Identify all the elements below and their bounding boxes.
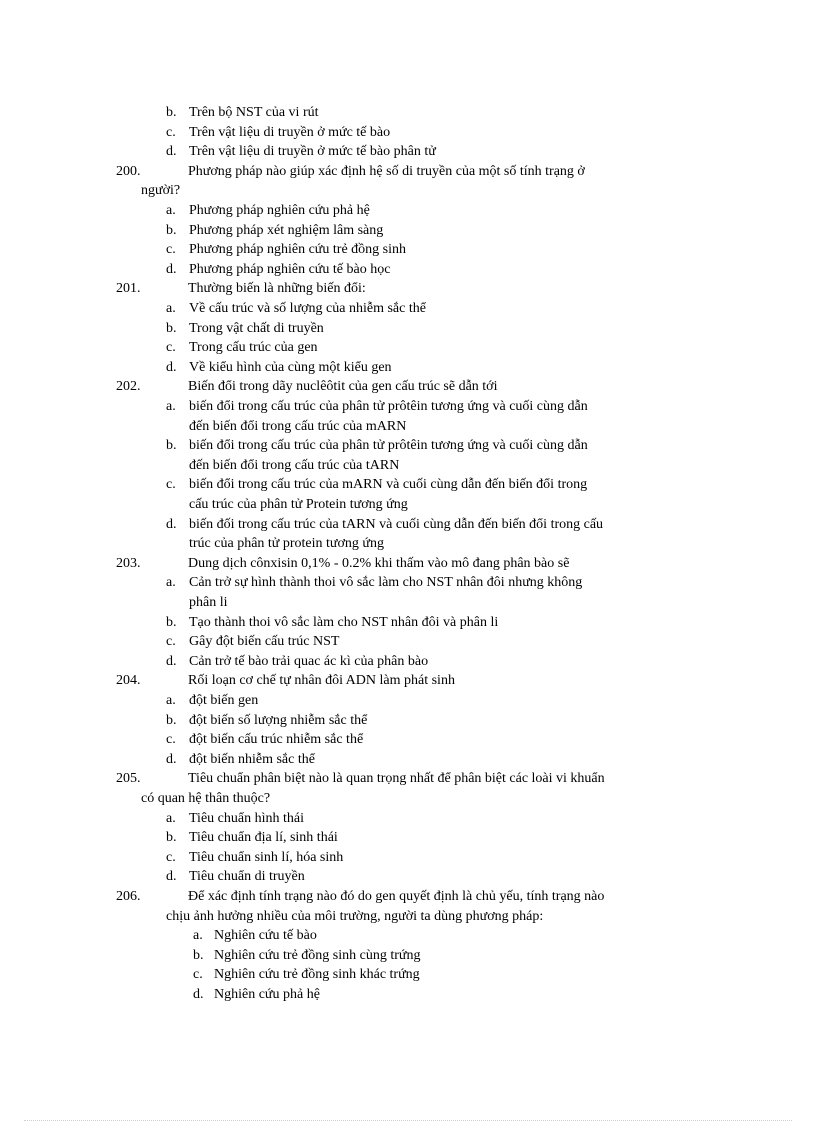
option-text: Nghiên cứu tế bào bbox=[214, 928, 317, 944]
option-text: Trên vật liệu di truyền ở mức tế bào phân tử bbox=[189, 144, 436, 160]
option-text: biến đổi trong cấu trúc của mARN và cuối cùng dẫn đến biến đổi trong bbox=[189, 477, 588, 493]
question-text-continued: có quan hệ thân thuộc? bbox=[141, 791, 271, 806]
option-text: Nghiên cứu trẻ đồng sinh cùng trứng bbox=[214, 947, 421, 963]
option-text: Nghiên cứu phả hệ bbox=[214, 987, 320, 1002]
option-text: đột biến nhiễm sắc thể bbox=[189, 751, 315, 767]
option-text: trúc của phân tử protein tương ứng bbox=[189, 536, 385, 552]
question-text: Thường biến là những biến đổi: bbox=[188, 281, 366, 297]
option-text: Trong vật chất di truyền bbox=[189, 320, 324, 336]
question-number: 205. bbox=[116, 771, 141, 787]
option-label: d. bbox=[166, 261, 177, 277]
option-label: d. bbox=[166, 144, 177, 160]
question-number: 201. bbox=[116, 281, 141, 297]
option-label: b. bbox=[166, 105, 177, 120]
page-bottom-divider bbox=[24, 1120, 792, 1121]
option-text: cấu trúc của phân tử Protein tương ứng bbox=[189, 497, 408, 512]
option-text: Nghiên cứu trẻ đồng sinh khác trứng bbox=[214, 967, 420, 983]
question-text-continued: người? bbox=[141, 183, 181, 199]
option-text: đột biến cấu trúc nhiễm sắc thể bbox=[189, 732, 364, 748]
option-label: b. bbox=[166, 438, 177, 454]
option-label: c. bbox=[166, 477, 176, 493]
option-label: d. bbox=[193, 987, 204, 1002]
option-text: Tiêu chuẩn sinh lí, hóa sinh bbox=[189, 849, 344, 865]
option-text: Về cấu trúc và số lượng của nhiễm sắc thể bbox=[189, 301, 426, 316]
option-text: Tiêu chuẩn địa lí, sinh thái bbox=[189, 830, 338, 846]
option-label: b. bbox=[166, 830, 177, 846]
option-text: đến biến đổi trong cấu trúc của mARN bbox=[189, 418, 407, 434]
option-text: biến đối trong cấu trúc của tARN và cuối cùng dẫn đến biến đổi trong cấu bbox=[189, 516, 604, 532]
option-text: Phương pháp nghiên cứu tế bào học bbox=[189, 261, 391, 277]
question-text: Phương pháp nào giúp xác định hệ số di truyền của một số tính trạng ở bbox=[188, 163, 585, 179]
question-number: 202. bbox=[116, 379, 141, 395]
option-text: Gây đột biến cấu trúc NST bbox=[189, 634, 340, 650]
option-label: a. bbox=[166, 203, 176, 218]
option-label: c. bbox=[166, 242, 176, 258]
option-text: biến đổi trong cấu trúc của phân tử prôtêin tương ứng và cuối cùng dẫn bbox=[189, 399, 588, 414]
option-text: Cản trở sự hình thành thoi vô sắc làm cho NST nhân đôi nhưng không bbox=[189, 575, 583, 591]
question-text: Tiêu chuẩn phân biệt nào là quan trọng nhất để phân biệt các loài vi khuẩn bbox=[188, 771, 605, 787]
option-text: Phương pháp nghiên cứu trẻ đồng sinh bbox=[189, 242, 406, 258]
option-text: Trên bộ NST của vi rút bbox=[189, 105, 319, 120]
option-label: a. bbox=[166, 301, 176, 316]
option-text: Trên vật liệu di truyền ở mức tế bào bbox=[189, 124, 391, 140]
question-text: Dung dịch cônxisin 0,1% - 0.2% khi thấm vào mô đang phân bào sẽ bbox=[188, 555, 570, 571]
option-label: a. bbox=[193, 928, 203, 944]
option-text: đột biến số lượng nhiễm sắc thể bbox=[189, 712, 368, 728]
option-text: Tiêu chuẩn di truyền bbox=[189, 869, 305, 885]
option-text: Về kiểu hình của cùng một kiểu gen bbox=[189, 359, 392, 375]
option-label: c. bbox=[166, 124, 176, 140]
question-number: 206. bbox=[116, 889, 141, 904]
option-text: biến đổi trong cấu trúc của phân tử prôtêin tương ứng và cuối cùng dẫn bbox=[189, 438, 588, 454]
option-label: d. bbox=[166, 869, 177, 885]
option-text: Cản trở tế bào trải quac ác kì của phân bào bbox=[189, 653, 429, 669]
option-text: Tiêu chuẩn hình thái bbox=[189, 810, 304, 826]
option-label: b. bbox=[166, 320, 177, 336]
option-text: đột biến gen bbox=[189, 693, 259, 708]
question-text-continued: chịu ảnh hưởng nhiều của môi trường, người ta dùng phương pháp: bbox=[166, 908, 544, 924]
option-label: d. bbox=[166, 751, 177, 767]
option-label: b. bbox=[193, 947, 204, 963]
option-label: d. bbox=[166, 516, 177, 532]
question-number: 204. bbox=[116, 673, 141, 689]
question-text: Rối loạn cơ chế tự nhân đôi ADN làm phát sinh bbox=[188, 673, 455, 689]
option-label: a. bbox=[166, 693, 176, 708]
question-text: Để xác định tính trạng nào đó do gen quyết định là chủ yếu, tính trạng nào bbox=[188, 889, 605, 904]
option-label: c. bbox=[166, 732, 176, 748]
option-text: Phương pháp nghiên cứu phả hệ bbox=[189, 203, 370, 218]
option-text: đến biến đổi trong cấu trúc của tARN bbox=[189, 457, 400, 473]
option-label: d. bbox=[166, 359, 177, 375]
option-label: a. bbox=[166, 575, 176, 591]
question-number: 200. bbox=[116, 163, 141, 179]
question-number: 203. bbox=[116, 555, 141, 571]
option-label: c. bbox=[166, 340, 176, 356]
option-text: phân li bbox=[189, 595, 228, 610]
option-label: c. bbox=[193, 967, 203, 983]
option-label: c. bbox=[166, 634, 176, 650]
question-text: Biến đổi trong dãy nuclêôtit của gen cấu trúc sẽ dẫn tới bbox=[188, 379, 498, 395]
option-label: c. bbox=[166, 849, 176, 865]
option-label: d. bbox=[166, 653, 177, 669]
option-text: Tạo thành thoi vô sắc làm cho NST nhân đôi và phân li bbox=[189, 614, 499, 630]
option-label: b. bbox=[166, 222, 177, 238]
option-label: a. bbox=[166, 399, 176, 414]
option-label: a. bbox=[166, 810, 176, 826]
option-label: b. bbox=[166, 614, 177, 630]
option-text: Phương pháp xét nghiệm lâm sàng bbox=[189, 222, 384, 238]
option-text: Trong cấu trúc của gen bbox=[189, 340, 318, 356]
option-label: b. bbox=[166, 712, 177, 728]
